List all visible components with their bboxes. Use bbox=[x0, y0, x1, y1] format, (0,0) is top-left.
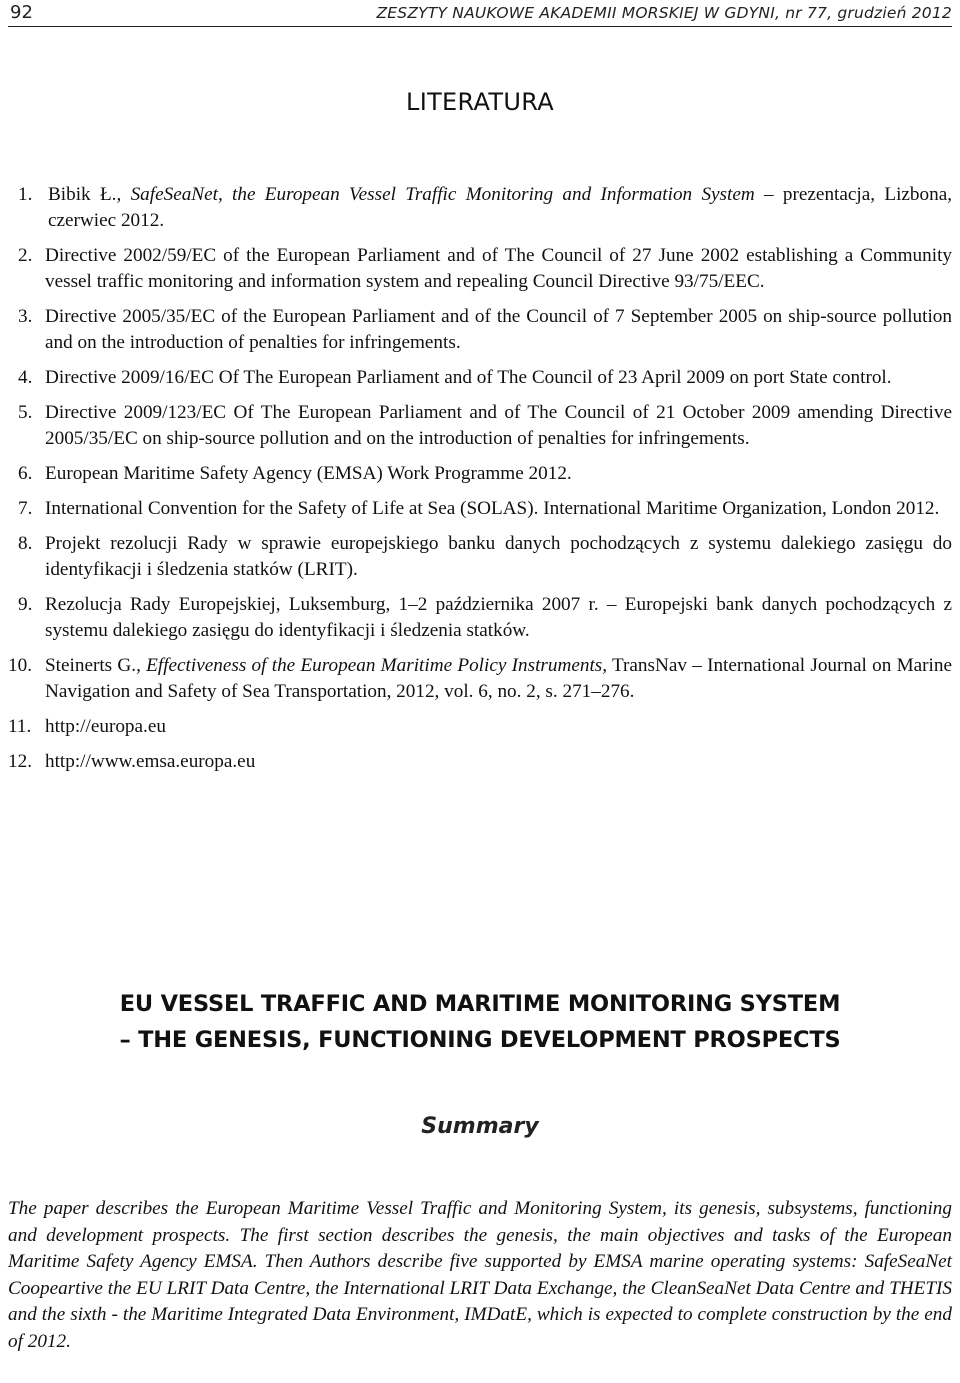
journal-title: ZESZYTY NAUKOWE AKADEMII MORSKIEJ W GDYNI, nr 77, grudzień 2012 bbox=[376, 4, 952, 22]
reference-number: 9. bbox=[18, 594, 33, 615]
reference-title: SafeSeaNet, the European Vessel Traffic Monitoring and Information System bbox=[130, 184, 755, 205]
reference-link: http://europa.eu bbox=[45, 716, 166, 737]
reference-number: 8. bbox=[18, 533, 33, 554]
summary-text: The paper describes the European Maritime Vessel Traffic and Monitoring System, its genesis, subsystems, functioning and development prospects. The first section describes the genesis, the main objectives and tasks of the European Maritime Safety Agency EMSA. Then Authors describe five supported by EMSA marine operating systems: SafeSeaNet Coopeartive the EU LRIT Data Centre, the International LRIT Data Exchange, the CleanSeaNet Data Centre and THETIS and the sixth - the Maritime Integrated Data Environment, IMDatE, which is expected to complete construction by the end of 2012. bbox=[8, 1198, 952, 1352]
reference-item bbox=[8, 182, 952, 234]
english-title-line-1: EU VESSEL TRAFFIC AND MARITIME MONITORING SYSTEM bbox=[119, 991, 841, 1017]
reference-author: Bibik Ł., bbox=[48, 184, 131, 205]
reference-text: Projekt rezolucji Rady w sprawie europejskiego banku danych pochodzących z systemu dalekiego zasięgu do identyfikacji i śledzenia statków (LRIT). bbox=[45, 533, 952, 580]
english-title-line-2: – THE GENESIS, FUNCTIONING DEVELOPMENT PROSPECTS bbox=[119, 1027, 841, 1053]
reference-item bbox=[8, 653, 952, 705]
reference-number: 1. bbox=[18, 184, 33, 205]
reference-item bbox=[8, 749, 952, 775]
reference-item bbox=[8, 461, 952, 487]
reference-text: International Convention for the Safety of Life at Sea (SOLAS). International Maritime Organization, London 2012. bbox=[45, 498, 940, 519]
running-header bbox=[8, 0, 952, 27]
reference-text: Directive 2005/35/EC of the European Parliament and of the Council of 7 September 2005 on ship-source pollution and on the introduction of penalties for infringements. bbox=[45, 306, 952, 353]
reference-details: – prezentacja, Lizbona, czerwiec 2012. bbox=[48, 184, 953, 231]
reference-item bbox=[8, 365, 952, 391]
references-heading: LITERATURA bbox=[406, 88, 554, 116]
reference-number: 2. bbox=[18, 245, 33, 266]
reference-number: 7. bbox=[18, 498, 33, 519]
reference-number: 6. bbox=[18, 463, 33, 484]
reference-item bbox=[8, 714, 952, 740]
reference-text: European Maritime Safety Agency (EMSA) Work Programme 2012. bbox=[45, 463, 572, 484]
summary-heading: Summary bbox=[421, 1114, 539, 1139]
reference-number: 11. bbox=[8, 716, 32, 737]
reference-link: http://www.emsa.europa.eu bbox=[45, 751, 256, 772]
reference-number: 5. bbox=[18, 402, 33, 423]
reference-item bbox=[8, 400, 952, 452]
reference-item bbox=[8, 243, 952, 295]
reference-item bbox=[8, 304, 952, 356]
reference-title: Effectiveness of the European Maritime Policy Instruments, bbox=[146, 655, 608, 676]
reference-number: 4. bbox=[18, 367, 33, 388]
reference-item bbox=[8, 531, 952, 583]
english-article-title bbox=[0, 986, 960, 1058]
reference-number: 10. bbox=[8, 655, 32, 676]
reference-details: TransNav – International Journal on Marine Navigation and Safety of Sea Transportation, 2012, vol. 6, no. 2, s. 271–276. bbox=[45, 655, 952, 702]
reference-item bbox=[8, 592, 952, 644]
reference-author: Steinerts G., bbox=[45, 655, 147, 676]
reference-list bbox=[8, 182, 952, 784]
reference-text: Rezolucja Rady Europejskiej, Luksemburg, 1–2 października 2007 r. – Europejski bank danych pochodzących z systemu dalekiego zasięgu do identyfikacji i śledzenia statków. bbox=[45, 594, 952, 641]
reference-number: 3. bbox=[18, 306, 33, 327]
reference-text: Directive 2002/59/EC of the European Parliament and of The Council of 27 June 2002 establishing a Community vessel traffic monitoring and information system and repealing Council Directive 93/75/EEC. bbox=[45, 245, 952, 292]
reference-text: Directive 2009/16/EC Of The European Parliament and of The Council of 23 April 2009 on port State control. bbox=[45, 367, 892, 388]
page-number: 92 bbox=[10, 2, 33, 23]
reference-number: 12. bbox=[8, 751, 32, 772]
reference-text: Directive 2009/123/EC Of The European Parliament and of The Council of 21 October 2009 amending Directive 2005/35/EC on ship-source pollution and on the introduction of penalties for infringements. bbox=[45, 402, 952, 449]
reference-item bbox=[8, 496, 952, 522]
